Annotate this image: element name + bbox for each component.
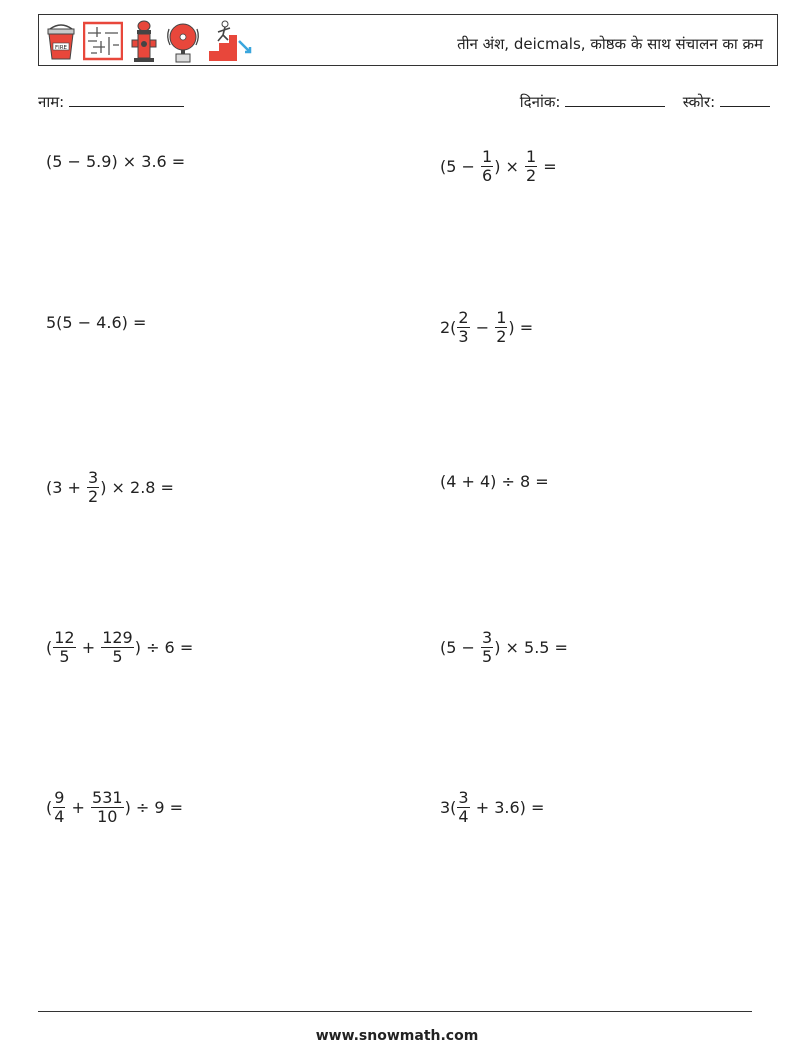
fraction-denominator: 5 (112, 647, 123, 666)
fraction (101, 629, 134, 666)
fraction (91, 789, 124, 826)
fraction (87, 469, 99, 506)
fraction-numerator: 12 (54, 628, 75, 647)
header-icons (45, 19, 253, 63)
fraction (53, 629, 75, 666)
footer-divider (38, 1011, 752, 1012)
score-label: स्कोर: (682, 93, 716, 111)
expression-text: + (76, 637, 101, 657)
expression-text: ( (46, 637, 53, 657)
fraction-numerator: 2 (458, 308, 469, 327)
fraction-denominator: 2 (526, 166, 537, 185)
expression-text: (5 − 5.9) × 3.6 = (46, 152, 186, 171)
problem-10 (440, 789, 544, 826)
svg-text:FIRE: FIRE (54, 45, 68, 51)
fraction-denominator: 3 (458, 327, 469, 346)
expression-text: (4 + 4) ÷ 8 = (440, 472, 549, 491)
expression-text: ) ÷ 9 = (124, 797, 184, 817)
fire-bucket-icon (45, 21, 77, 61)
expression-text: 5(5 − 4.6) = (46, 313, 147, 332)
fraction-denominator: 6 (482, 166, 493, 185)
fraction (495, 309, 507, 346)
fraction-numerator: 531 (92, 788, 123, 807)
fraction-numerator: 1 (526, 147, 537, 166)
fraction-numerator: 9 (54, 788, 65, 807)
expression-text: ) × 2.8 = (100, 477, 174, 497)
fire-alarm-bell-icon (165, 19, 201, 63)
fraction (457, 309, 469, 346)
problem-6 (440, 472, 549, 492)
name-label: नाम: (38, 93, 65, 111)
expression-text: (5 − (440, 156, 480, 176)
fraction (525, 148, 537, 185)
fraction-denominator: 5 (482, 647, 493, 666)
problem-3 (46, 313, 146, 333)
problem-8 (440, 629, 568, 666)
problem-2 (440, 148, 557, 185)
emergency-exit-stairs-icon (207, 19, 253, 63)
expression-text: ) ÷ 6 = (134, 637, 194, 657)
expression-text: + 3.6) = (470, 797, 545, 817)
problem-4 (440, 309, 533, 346)
fraction-denominator: 10 (97, 807, 118, 826)
expression-text: (3 + (46, 477, 86, 497)
footer-website[interactable]: www.snowmath.com (315, 1028, 479, 1044)
fraction (457, 789, 469, 826)
name-blank[interactable] (69, 92, 184, 107)
fraction-denominator: 5 (59, 647, 70, 666)
fraction-numerator: 129 (102, 628, 133, 647)
date-blank[interactable] (565, 92, 665, 107)
fraction-numerator: 1 (482, 147, 493, 166)
expression-text: = (538, 156, 557, 176)
problem-5 (46, 469, 174, 506)
fraction-denominator: 2 (88, 487, 99, 506)
fire-hydrant-icon (129, 19, 159, 63)
name-field[interactable] (38, 92, 184, 112)
fraction-denominator: 4 (458, 807, 469, 826)
date-label: दिनांक: (519, 93, 561, 111)
expression-text: + (66, 797, 91, 817)
fraction-denominator: 4 (54, 807, 65, 826)
fraction-numerator: 1 (496, 308, 507, 327)
expression-text: ) × 5.5 = (494, 637, 568, 657)
fraction-numerator: 3 (458, 788, 469, 807)
problem-9 (46, 789, 183, 826)
expression-text: 3( (440, 797, 457, 817)
expression-text: ) = (508, 317, 534, 337)
fraction (481, 148, 493, 185)
fraction (53, 789, 65, 826)
fraction-denominator: 2 (496, 327, 507, 346)
problem-7 (46, 629, 193, 666)
problem-1 (46, 152, 185, 172)
worksheet-title: तीन अंश, deicmals, कोष्ठक के साथ संचालन का क्रम (457, 35, 763, 53)
worksheet-header (38, 14, 778, 66)
expression-text: (5 − (440, 637, 480, 657)
fraction-numerator: 3 (88, 468, 99, 487)
date-score-fields (520, 92, 770, 112)
expression-text: − (470, 317, 495, 337)
fraction-numerator: 3 (482, 628, 493, 647)
expression-text: ) × (494, 156, 525, 176)
expression-text: 2( (440, 317, 457, 337)
expression-text: ( (46, 797, 53, 817)
fraction (481, 629, 493, 666)
floor-plan-icon (83, 21, 123, 61)
score-blank[interactable] (720, 92, 770, 107)
